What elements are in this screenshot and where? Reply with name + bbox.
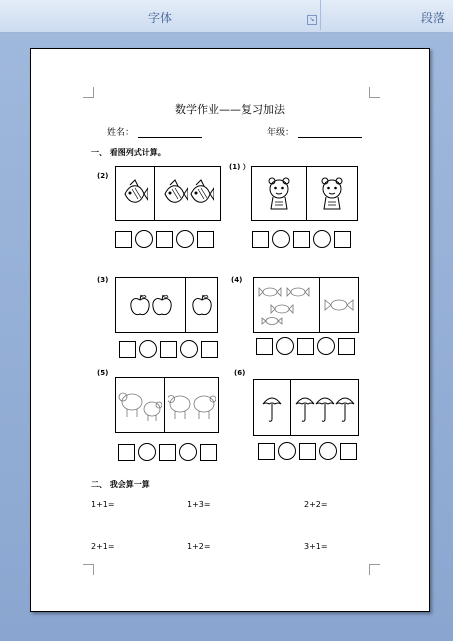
picture-cell xyxy=(164,378,218,432)
apple-icon xyxy=(151,293,173,317)
umbrella-icon xyxy=(335,392,355,424)
operator-circle[interactable] xyxy=(272,230,290,248)
operator-circle[interactable] xyxy=(176,230,194,248)
name-blank[interactable] xyxy=(138,127,202,138)
answer-box[interactable] xyxy=(299,443,316,460)
operator-circle[interactable] xyxy=(276,337,294,355)
paragraph-group-label: 段落 xyxy=(420,11,445,25)
answer-box[interactable] xyxy=(256,338,273,355)
name-label: 姓名： xyxy=(107,128,135,138)
tiger-icon xyxy=(317,177,347,211)
candy-icon xyxy=(322,295,356,315)
font-group-label: 字体 xyxy=(147,11,172,25)
crop-mark xyxy=(369,564,380,575)
grade-label: 年级： xyxy=(267,128,295,138)
umbrella-icon xyxy=(315,392,335,424)
picture-box-umbrella xyxy=(253,379,359,436)
answer-box[interactable] xyxy=(115,231,132,248)
umbrella-icon xyxy=(295,392,315,424)
answer-row xyxy=(115,230,217,248)
operator-circle[interactable] xyxy=(135,230,153,248)
answer-row xyxy=(258,442,360,460)
answer-box[interactable] xyxy=(159,444,176,461)
picture-box-fish xyxy=(115,166,221,221)
section-two-heading: 二、 我会算一算 xyxy=(91,480,150,489)
answer-box[interactable] xyxy=(160,341,177,358)
answer-box[interactable] xyxy=(340,443,357,460)
tiger-icon xyxy=(264,177,294,211)
sheep-icon xyxy=(168,387,216,423)
operator-circle[interactable] xyxy=(317,337,335,355)
dialog-launcher-icon[interactable]: ↘ xyxy=(307,15,317,25)
section-one-heading: 一、 看图列式计算。 xyxy=(91,148,166,157)
apple-icon xyxy=(129,293,151,317)
paragraph-group xyxy=(322,0,453,30)
question-label: (2) xyxy=(97,172,109,180)
font-group xyxy=(0,0,321,30)
picture-cell xyxy=(116,278,185,332)
crop-mark xyxy=(83,564,94,575)
apple-icon xyxy=(191,293,213,317)
equation: 1+2= xyxy=(187,542,211,551)
answer-box[interactable] xyxy=(258,443,275,460)
answer-box[interactable] xyxy=(334,231,351,248)
candy-icon xyxy=(258,283,316,327)
document-page[interactable] xyxy=(30,48,430,612)
crop-mark xyxy=(83,87,94,98)
answer-box[interactable] xyxy=(200,444,217,461)
answer-row xyxy=(118,443,220,461)
answer-box[interactable] xyxy=(197,231,214,248)
question-label: (3) xyxy=(97,276,109,284)
question-label: (6) xyxy=(234,369,246,377)
answer-row xyxy=(256,337,358,355)
picture-box-apple xyxy=(115,277,218,333)
picture-box-sheep xyxy=(115,377,219,433)
picture-box-tiger xyxy=(251,166,358,221)
equation: 2+2= xyxy=(304,500,328,509)
operator-circle[interactable] xyxy=(138,443,156,461)
operator-circle[interactable] xyxy=(180,340,198,358)
picture-cell xyxy=(254,278,319,332)
fish-icon xyxy=(122,179,148,209)
grade-blank[interactable] xyxy=(298,127,362,138)
question-label: (1) ） xyxy=(229,163,250,171)
answer-box[interactable] xyxy=(293,231,310,248)
picture-cell xyxy=(154,167,220,220)
picture-cell xyxy=(252,167,306,220)
answer-row xyxy=(252,230,354,248)
picture-cell xyxy=(306,167,357,220)
answer-box[interactable] xyxy=(201,341,218,358)
picture-cell xyxy=(185,278,217,332)
equation: 1+1= xyxy=(91,500,115,509)
umbrella-icon xyxy=(262,392,282,424)
question-label: (5) xyxy=(97,369,109,377)
equation: 1+3= xyxy=(187,500,211,509)
name-field xyxy=(107,125,202,138)
picture-cell xyxy=(290,380,358,435)
answer-row xyxy=(119,340,221,358)
picture-box-candy xyxy=(253,277,359,333)
operator-circle[interactable] xyxy=(319,442,337,460)
fish-icon xyxy=(162,179,188,209)
picture-cell xyxy=(319,278,358,332)
question-label: (4) xyxy=(231,276,243,284)
picture-cell xyxy=(116,167,154,220)
operator-circle[interactable] xyxy=(179,443,197,461)
operator-circle[interactable] xyxy=(313,230,331,248)
answer-box[interactable] xyxy=(118,444,135,461)
fish-icon xyxy=(188,179,214,209)
operator-circle[interactable] xyxy=(278,442,296,460)
operator-circle[interactable] xyxy=(139,340,157,358)
equation: 2+1= xyxy=(91,542,115,551)
grade-field xyxy=(267,125,362,138)
ribbon xyxy=(0,0,453,33)
answer-box[interactable] xyxy=(156,231,173,248)
crop-mark xyxy=(369,87,380,98)
answer-box[interactable] xyxy=(252,231,269,248)
document-title: 数学作业——复习加法 xyxy=(175,103,285,116)
answer-box[interactable] xyxy=(297,338,314,355)
picture-cell xyxy=(116,378,164,432)
answer-box[interactable] xyxy=(119,341,136,358)
answer-box[interactable] xyxy=(338,338,355,355)
picture-cell xyxy=(254,380,290,435)
sheep-icon xyxy=(118,387,162,423)
equation: 3+1= xyxy=(304,542,328,551)
